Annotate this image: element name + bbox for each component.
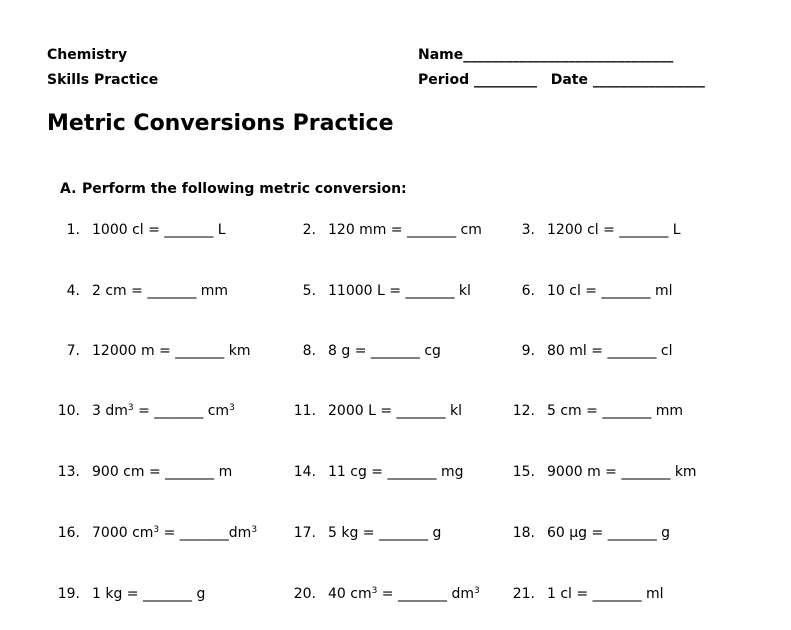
problem-given-quantity: 7000 cm: [92, 525, 154, 541]
target-exponent: 3: [473, 586, 480, 596]
problem-number: 2.: [302, 222, 316, 238]
problem-expression: 60 µg = _______ g: [547, 525, 671, 541]
problem-given-quantity: 60 µg: [547, 525, 588, 541]
answer-blank[interactable]: _______: [607, 343, 657, 359]
answer-blank[interactable]: _______: [607, 525, 657, 541]
target-unit: dm: [228, 525, 252, 541]
problem-number: 3.: [521, 222, 535, 238]
answer-blank[interactable]: _______: [154, 403, 204, 419]
problem-number: 14.: [293, 464, 316, 480]
answer-blank[interactable]: _______: [370, 343, 420, 359]
problem-expression: 3 $dm^3$ = _______ $cm^3$: [92, 403, 235, 419]
date-field[interactable]: Date ________________: [550, 72, 705, 88]
answer-blank[interactable]: _______: [164, 222, 214, 238]
answer-blank[interactable]: _______: [165, 464, 215, 480]
answer-blank[interactable]: _______: [602, 403, 652, 419]
given-exponent: 3: [371, 586, 378, 596]
problem-number: 17.: [293, 525, 316, 541]
answer-blank[interactable]: _______: [387, 464, 437, 480]
given-exponent: 3: [153, 525, 160, 535]
problem-given-quantity: 80 ml: [547, 343, 587, 359]
period-field[interactable]: Period _________: [418, 72, 537, 88]
problem-expression: 1200 cl = _______ L: [547, 222, 681, 238]
problem-number: 16.: [57, 525, 80, 541]
period-date-row: [418, 72, 705, 88]
problem-given-quantity: 2 cm: [92, 283, 127, 299]
target-unit: cm: [207, 403, 230, 419]
problem-given-quantity: 5 cm: [547, 403, 582, 419]
problem-given-quantity: 120 mm: [328, 222, 387, 238]
target-unit: L: [672, 222, 681, 238]
target-unit: km: [674, 464, 697, 480]
problem-given-quantity: 11000 L: [328, 283, 385, 299]
problem-expression: 8 g = _______ cg: [328, 343, 441, 359]
answer-blank[interactable]: _______: [397, 586, 447, 602]
problem-number: 20.: [293, 586, 316, 602]
course-label: Chemistry: [47, 47, 128, 63]
answer-blank[interactable]: _______: [143, 586, 192, 602]
problem-expression: 12000 m = _______ km: [92, 343, 251, 359]
answer-blank[interactable]: _______: [379, 525, 428, 541]
problem-given-quantity: 2000 L: [328, 403, 376, 419]
answer-blank[interactable]: _______: [405, 283, 455, 299]
problem-given-quantity: 3 dm: [92, 403, 128, 419]
problem-given-quantity: 1 kg: [92, 586, 123, 602]
problem-expression: 2000 L = _______ kl: [328, 403, 462, 419]
answer-blank[interactable]: _______: [396, 403, 446, 419]
problem-number: 7.: [66, 343, 80, 359]
problem-expression: 120 mm = _______ cm: [328, 222, 482, 238]
problem-given-quantity: 900 cm: [92, 464, 145, 480]
problem-number: 8.: [302, 343, 316, 359]
problem-expression: 900 cm = _______ m: [92, 464, 233, 480]
answer-blank[interactable]: _______: [147, 283, 197, 299]
section-instruction: Perform the following metric conversion:: [82, 181, 407, 197]
problem-number: 5.: [302, 283, 316, 299]
problem-expression: 80 ml = _______ cl: [547, 343, 673, 359]
problem-expression: 5 kg = _______ g: [328, 525, 442, 541]
problem-number: 1.: [66, 222, 80, 238]
problem-number: 19.: [57, 586, 80, 602]
problem-expression: 5 cm = _______ mm: [547, 403, 684, 419]
problem-given-quantity: 10 cl: [547, 283, 581, 299]
target-unit: km: [228, 343, 251, 359]
target-unit: L: [217, 222, 226, 238]
answer-blank[interactable]: _______: [592, 586, 642, 602]
target-unit: g: [432, 525, 442, 541]
problem-given-quantity: 5 kg: [328, 525, 359, 541]
problem-number: 18.: [512, 525, 535, 541]
problem-number: 9.: [521, 343, 535, 359]
problem-given-quantity: 1000 cl: [92, 222, 144, 238]
problem-expression: 1000 cl = _______ L: [92, 222, 226, 238]
target-unit: cg: [424, 343, 441, 359]
problem-expression: 40 $cm^3$ = _______ $dm^3$: [328, 586, 480, 602]
target-unit: cl: [660, 343, 673, 359]
problem-given-quantity: 11 cg: [328, 464, 367, 480]
problem-expression: 11 cg = _______ mg: [328, 464, 464, 480]
page-title: Metric Conversions Practice: [47, 111, 394, 136]
target-unit: m: [218, 464, 233, 480]
problem-expression: 1 cl = _______ ml: [547, 586, 664, 602]
answer-blank[interactable]: _______: [407, 222, 457, 238]
target-unit: kl: [458, 283, 471, 299]
problem-expression: 9000 m = _______ km: [547, 464, 697, 480]
target-unit: kl: [449, 403, 462, 419]
problem-number: 12.: [512, 403, 535, 419]
section-letter: A.: [60, 181, 77, 197]
target-unit: ml: [654, 283, 673, 299]
answer-blank[interactable]: _______: [179, 525, 229, 541]
target-unit: ml: [646, 586, 664, 602]
target-exponent: 3: [251, 525, 258, 535]
problem-expression: 1 kg = _______ g: [92, 586, 206, 602]
target-exponent: 3: [229, 403, 235, 413]
problem-expression: 2 cm = _______ mm: [92, 283, 229, 299]
answer-blank[interactable]: _______: [175, 343, 225, 359]
problem-number: 13.: [57, 464, 80, 480]
problem-number: 6.: [521, 283, 535, 299]
target-unit: g: [661, 525, 671, 541]
target-unit: mm: [655, 403, 684, 419]
target-unit: mg: [440, 464, 464, 480]
problem-number: 21.: [512, 586, 535, 602]
problem-given-quantity: 8 g: [328, 343, 351, 359]
problem-number: 15.: [512, 464, 535, 480]
target-unit: cm: [460, 222, 482, 238]
problem-number: 4.: [66, 283, 80, 299]
problem-given-quantity: 9000 m: [547, 464, 601, 480]
problem-given-quantity: 1 cl: [547, 586, 572, 602]
problem-number: 10.: [57, 403, 80, 419]
target-unit: dm: [451, 586, 474, 602]
name-field[interactable]: Name______________________________: [418, 47, 674, 63]
answer-blank[interactable]: _______: [621, 464, 671, 480]
problem-expression: 11000 L = _______ kl: [328, 283, 471, 299]
target-unit: mm: [200, 283, 229, 299]
problem-expression: 7000 $cm^3$ = $\_\_\_\_\_\_\_dm^3$: [92, 525, 258, 541]
section-heading: [60, 180, 407, 198]
problem-number: 11.: [293, 403, 316, 419]
problem-given-quantity: 12000 m: [92, 343, 155, 359]
problem-given-quantity: 40 cm: [328, 586, 372, 602]
answer-blank[interactable]: _______: [601, 283, 651, 299]
answer-blank[interactable]: _______: [619, 222, 669, 238]
unit-label: Skills Practice: [47, 72, 159, 88]
given-exponent: 3: [127, 403, 134, 413]
target-unit: g: [196, 586, 206, 602]
problem-given-quantity: 1200 cl: [547, 222, 599, 238]
problem-expression: 10 cl = _______ ml: [547, 283, 673, 299]
